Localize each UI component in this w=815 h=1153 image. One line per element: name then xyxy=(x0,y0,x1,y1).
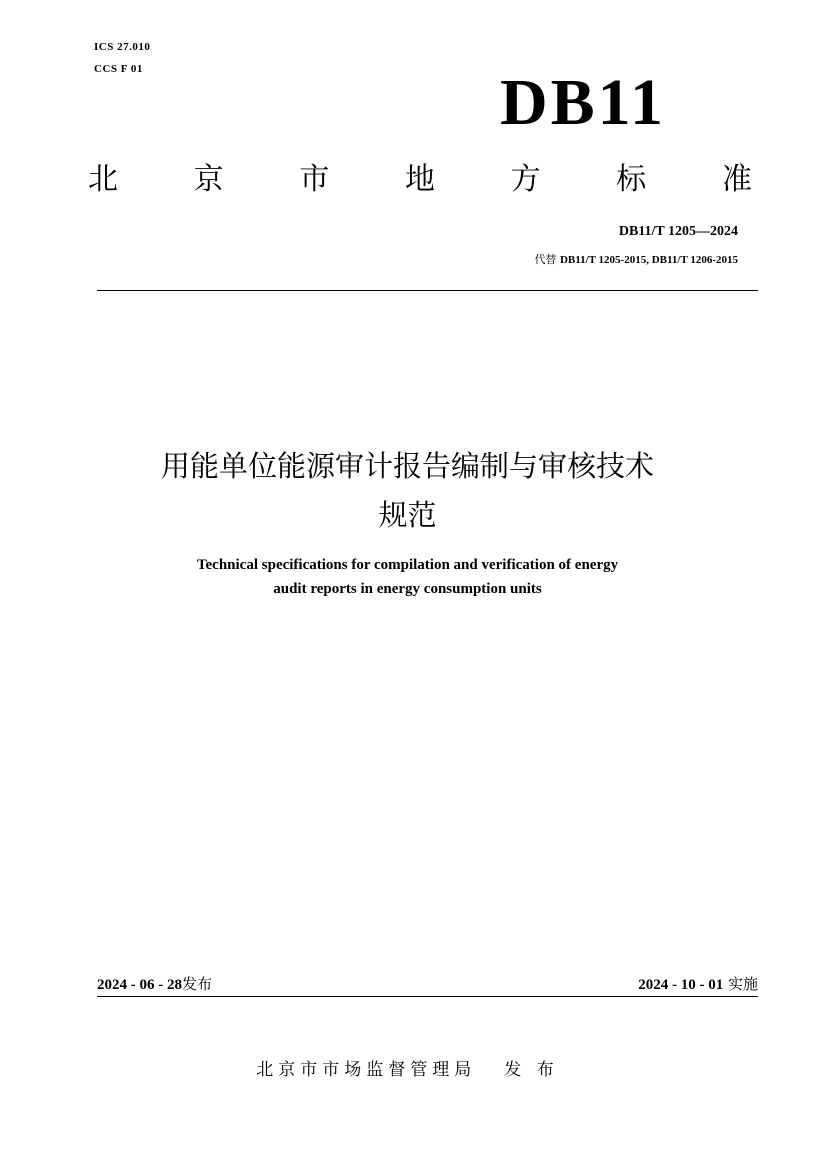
implement-date-row xyxy=(638,973,758,994)
implement-label: 实施 xyxy=(727,975,758,993)
issuer-line xyxy=(0,1055,815,1080)
title-en-line2: audit reports in energy consumption units xyxy=(273,581,542,597)
standard-type-char: 北 xyxy=(88,162,118,197)
standard-type-char: 京 xyxy=(193,162,224,197)
replaces-label: 代替 xyxy=(534,253,557,266)
standard-type-char: 准 xyxy=(721,162,752,197)
standard-type-title xyxy=(88,160,752,200)
publish-date: 2024 - 06 - 28 xyxy=(97,977,182,993)
standard-type-char: 方 xyxy=(510,162,541,197)
title-zh-line1: 用能单位能源审计报告编制与审核技术 xyxy=(160,449,654,483)
ics-code: ICS 27.010 xyxy=(94,41,151,53)
db11-mark: DB11 xyxy=(500,66,667,139)
header-divider xyxy=(97,290,758,291)
publish-date-row xyxy=(97,973,212,994)
title-en-line1: Technical specifications for compilation and verification of energy xyxy=(196,557,619,573)
issuer-action: 发 布 xyxy=(504,1060,559,1080)
replaces-numbers: DB11/T 1205-2015, DB11/T 1206-2015 xyxy=(559,254,738,266)
publish-label: 发布 xyxy=(182,975,213,993)
title-zh-line2: 规范 xyxy=(378,498,437,532)
standard-type-char: 地 xyxy=(404,162,435,197)
standard-type-char: 标 xyxy=(616,162,647,197)
standard-type-char: 市 xyxy=(299,162,330,197)
issuer-name: 北京市市场监督管理局 xyxy=(256,1060,477,1080)
implement-date: 2024 - 10 - 01 xyxy=(638,977,724,993)
standard-number: DB11/T 1205—2024 xyxy=(618,224,738,239)
replaces-line xyxy=(534,251,738,267)
footer-divider xyxy=(97,996,758,997)
ccs-code: CCS F 01 xyxy=(94,63,143,75)
